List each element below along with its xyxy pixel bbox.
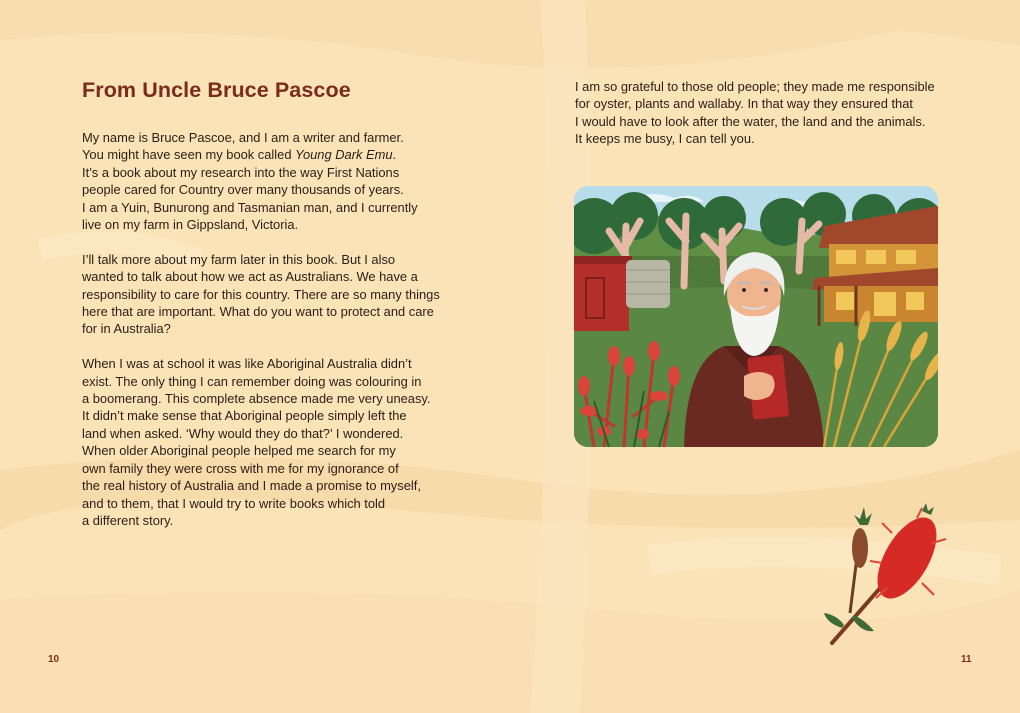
text-line: It’s a book about my research into the way First Nations [82, 164, 400, 180]
text-line: When older Aboriginal people helped me search for my [82, 443, 396, 459]
left-page [82, 78, 452, 547]
text-line: My name is Bruce Pascoe, and I am a writer and farmer. [82, 130, 404, 145]
text-line: here that are important. What do you want to protect and care [82, 304, 434, 320]
text-line: I’ll talk more about my farm later in this book. But I also [82, 251, 396, 267]
text-line: for oyster, plants and wallaby. In that way they ensured that [575, 96, 913, 112]
page-number-right: 11 [961, 654, 972, 665]
text-line: for in Australia? [82, 321, 171, 337]
text-fragment: You might have seen my book called [82, 147, 296, 163]
text-line: people cared for Country over many thousands of years. [82, 182, 404, 198]
page-number-left: 10 [48, 654, 60, 665]
text-line: a boomerang. This complete absence made me very uneasy. [82, 391, 431, 407]
bottlebrush-flower-icon [822, 503, 952, 653]
right-page [575, 78, 955, 165]
text-line: and to them, that I would try to write books which told [82, 495, 386, 511]
text-line: exist. The only thing I can remember doing was colouring in [82, 373, 422, 389]
text-fragment: . [392, 147, 397, 163]
text-line: It didn’t make sense that Aboriginal people simply left the [82, 408, 407, 424]
text-line: wanted to talk about how we act as Australians. We have a [82, 269, 418, 285]
text-line: I am so grateful to those old people; they made me responsible [575, 79, 935, 94]
text-line: land when asked. ‘Why would they do that?’ I wondered. [82, 425, 404, 441]
paragraph-school [82, 355, 452, 529]
text-line: It keeps me busy, I can tell you. [575, 131, 755, 147]
text-line: the real history of Australia and I made a promise to myself, [82, 478, 421, 494]
book-title: Young Dark Emu [295, 147, 393, 163]
paragraph-gratitude [575, 78, 955, 148]
farm-illustration [574, 186, 938, 447]
text-line: responsibility to care for this country. There are so many things [82, 286, 440, 302]
page-title: From Uncle Bruce Pascoe [82, 78, 351, 102]
text-line: I am a Yuin, Bunurong and Tasmanian man, and I currently [82, 199, 418, 215]
text-line: When I was at school it was like Aboriginal Australia didn’t [82, 356, 412, 372]
paragraph-responsibility [82, 251, 452, 338]
text-line: live on my farm in Gippsland, Victoria. [82, 217, 299, 233]
text-line [82, 146, 452, 163]
paragraph-intro [82, 129, 452, 233]
text-line: I would have to look after the water, the land and the animals. [575, 113, 926, 129]
text-line: own family they were cross with me for my ignorance of [82, 460, 399, 476]
text-line: a different story. [82, 512, 174, 528]
